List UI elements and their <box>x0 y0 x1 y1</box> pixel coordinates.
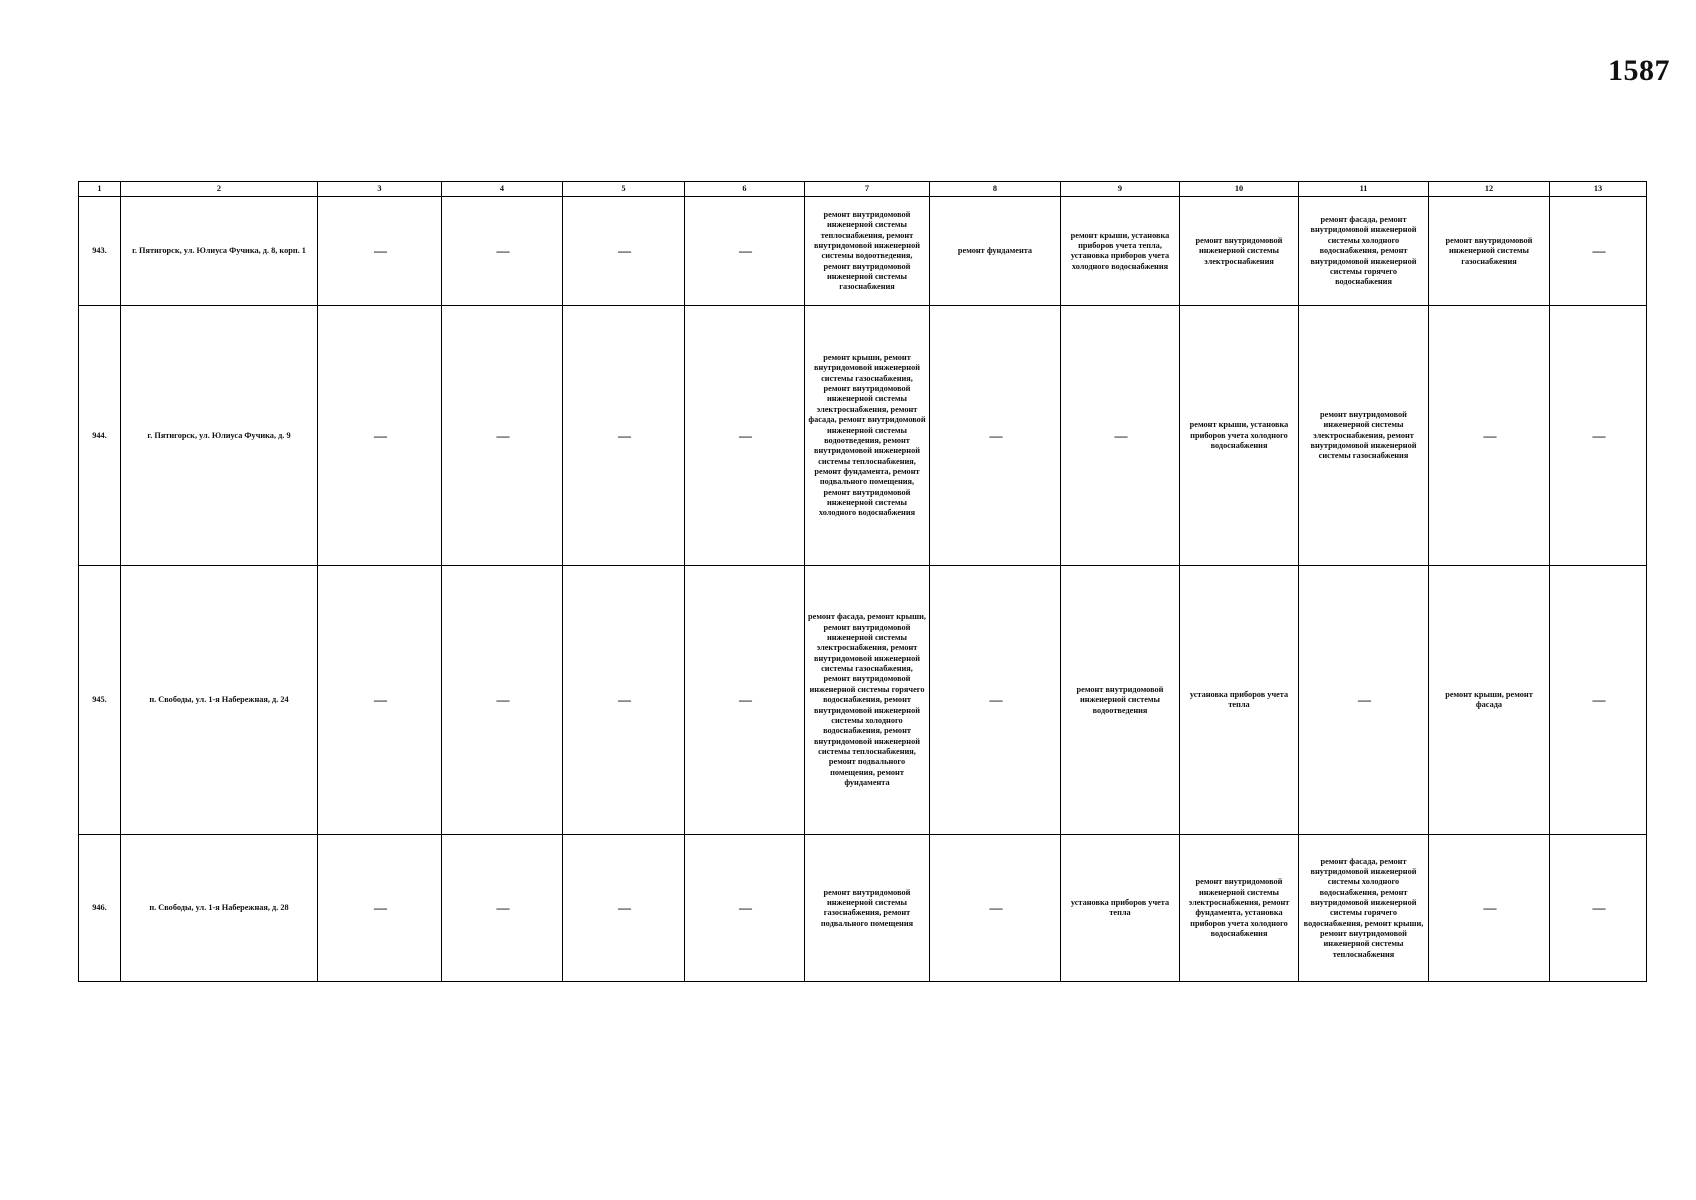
column-header: 6 <box>685 182 805 197</box>
work-description-cell: ремонт крыши, установка приборов учета тепла, установка приборов учета холодного водоснабжения <box>1061 197 1180 306</box>
dash-mark: — <box>739 692 750 708</box>
table-cell <box>685 306 805 566</box>
repair-schedule-table <box>78 181 1647 982</box>
column-header: 10 <box>1180 182 1299 197</box>
table-row <box>79 835 1647 982</box>
column-number-row <box>79 182 1647 197</box>
table-cell <box>1550 306 1647 566</box>
dash-mark: — <box>496 900 508 916</box>
table-cell <box>318 566 442 835</box>
dash-mark: — <box>1592 692 1604 708</box>
dash-mark: — <box>1592 243 1604 259</box>
dash-mark: — <box>1358 692 1369 708</box>
table-cell <box>442 835 563 982</box>
dash-mark: — <box>618 243 629 259</box>
column-header: 4 <box>442 182 563 197</box>
work-description-cell: ремонт внутридомовой инженерной системы газоснабжения, ремонт подвального помещения <box>805 835 930 982</box>
dash-mark: — <box>618 900 629 916</box>
row-number: 944. <box>79 306 121 566</box>
dash-mark: — <box>374 900 385 916</box>
table-cell <box>930 306 1061 566</box>
dash-mark: — <box>374 243 385 259</box>
column-header: 3 <box>318 182 442 197</box>
column-header: 13 <box>1550 182 1647 197</box>
table-cell <box>1429 835 1550 982</box>
table-cell <box>685 835 805 982</box>
dash-mark: — <box>618 427 629 443</box>
dash-mark: — <box>739 243 750 259</box>
work-description-cell: установка приборов учета тепла <box>1061 835 1180 982</box>
dash-mark: — <box>618 692 629 708</box>
column-header: 2 <box>121 182 318 197</box>
dash-mark: — <box>739 900 750 916</box>
work-description-cell: ремонт внутридомовой инженерной системы газоснабжения <box>1429 197 1550 306</box>
work-description-cell: ремонт внутридомовой инженерной системы водоотведения <box>1061 566 1180 835</box>
dash-mark: — <box>1592 427 1604 443</box>
work-description-cell: ремонт фундамента <box>930 197 1061 306</box>
table-cell <box>318 835 442 982</box>
dash-mark: — <box>496 692 508 708</box>
work-description-cell: ремонт внутридомовой инженерной системы электроснабжения <box>1180 197 1299 306</box>
column-header: 7 <box>805 182 930 197</box>
column-header: 9 <box>1061 182 1180 197</box>
address-cell: г. Пятигорск, ул. Юлиуса Фучика, д. 9 <box>121 306 318 566</box>
row-number: 943. <box>79 197 121 306</box>
address-cell: п. Свободы, ул. 1-я Набережная, д. 24 <box>121 566 318 835</box>
table-cell <box>318 197 442 306</box>
dash-mark: — <box>989 692 1001 708</box>
dash-mark: — <box>496 427 508 443</box>
work-description-cell: ремонт крыши, ремонт внутридомовой инженерной системы газоснабжения, ремонт внутридомовой инженерной системы электроснабжения, ремонт фасада, ремонт внутридомовой инженерной системы водоотведения, ремонт внутридомовой инженерной системы теплоснабжения, ремонт фундамента, ремонт подвального помещения, ремонт внутридомовой инженерной системы холодного водоснабжения <box>805 306 930 566</box>
table-cell <box>1429 306 1550 566</box>
dash-mark: — <box>1483 427 1495 443</box>
dash-mark: — <box>1483 900 1495 916</box>
work-description-cell: ремонт крыши, установка приборов учета холодного водоснабжения <box>1180 306 1299 566</box>
page-number: 1587 <box>1608 54 1670 87</box>
dash-mark: — <box>989 427 1001 443</box>
work-description-cell: ремонт крыши, ремонт фасада <box>1429 566 1550 835</box>
work-description-cell: ремонт внутридомовой инженерной системы теплоснабжения, ремонт внутридомовой инженерной системы водоотведения, ремонт внутридомовой инженерной системы газоснабжения <box>805 197 930 306</box>
work-description-cell: ремонт фасада, ремонт внутридомовой инженерной системы холодного водоснабжения, ремонт внутридомовой инженерной системы горячего водоснабжения, ремонт крыши, ремонт внутридомовой инженерной системы теплоснабжения <box>1299 835 1429 982</box>
table-cell <box>1550 835 1647 982</box>
work-description-cell: ремонт внутридомовой инженерной системы электроснабжения, ремонт фундамента, установка приборов учета холодного водоснабжения <box>1180 835 1299 982</box>
table-cell <box>930 566 1061 835</box>
table-cell <box>1061 306 1180 566</box>
table-row <box>79 566 1647 835</box>
table-cell <box>318 306 442 566</box>
row-number: 945. <box>79 566 121 835</box>
dash-mark: — <box>496 243 508 259</box>
dash-mark: — <box>989 900 1001 916</box>
table-cell <box>563 306 685 566</box>
address-cell: п. Свободы, ул. 1-я Набережная, д. 28 <box>121 835 318 982</box>
dash-mark: — <box>374 427 385 443</box>
table-cell <box>930 835 1061 982</box>
table-cell <box>442 306 563 566</box>
table-cell <box>685 566 805 835</box>
table-cell <box>563 835 685 982</box>
work-description-cell: ремонт внутридомовой инженерной системы электроснабжения, ремонт внутридомовой инженерной системы газоснабжения <box>1299 306 1429 566</box>
dash-mark: — <box>1114 427 1126 443</box>
dash-mark: — <box>739 427 750 443</box>
table-cell <box>1550 566 1647 835</box>
column-header: 11 <box>1299 182 1429 197</box>
dash-mark: — <box>374 692 385 708</box>
work-description-cell: ремонт фасада, ремонт внутридомовой инженерной системы холодного водоснабжения, ремонт внутридомовой инженерной системы горячего водоснабжения <box>1299 197 1429 306</box>
column-header: 5 <box>563 182 685 197</box>
table-cell <box>1550 197 1647 306</box>
table-row <box>79 197 1647 306</box>
row-number: 946. <box>79 835 121 982</box>
column-header: 12 <box>1429 182 1550 197</box>
table-cell <box>442 197 563 306</box>
work-description-cell: установка приборов учета тепла <box>1180 566 1299 835</box>
dash-mark: — <box>1592 900 1604 916</box>
table-cell <box>685 197 805 306</box>
table-cell <box>563 566 685 835</box>
column-header: 8 <box>930 182 1061 197</box>
address-cell: г. Пятигорск, ул. Юлиуса Фучика, д. 8, корп. 1 <box>121 197 318 306</box>
table-cell <box>1299 566 1429 835</box>
table-row <box>79 306 1647 566</box>
table-cell <box>442 566 563 835</box>
column-header: 1 <box>79 182 121 197</box>
work-description-cell: ремонт фасада, ремонт крыши, ремонт внутридомовой инженерной системы электроснабжения, ремонт внутридомовой инженерной системы газоснабжения, ремонт внутридомовой инженерной системы горячего водоснабжения, ремонт внутридомовой инженерной системы холодного водоснабжения, ремонт внутридомовой инженерной системы теплоснабжения, ремонт подвального помещения, ремонт фундамента <box>805 566 930 835</box>
table-cell <box>563 197 685 306</box>
